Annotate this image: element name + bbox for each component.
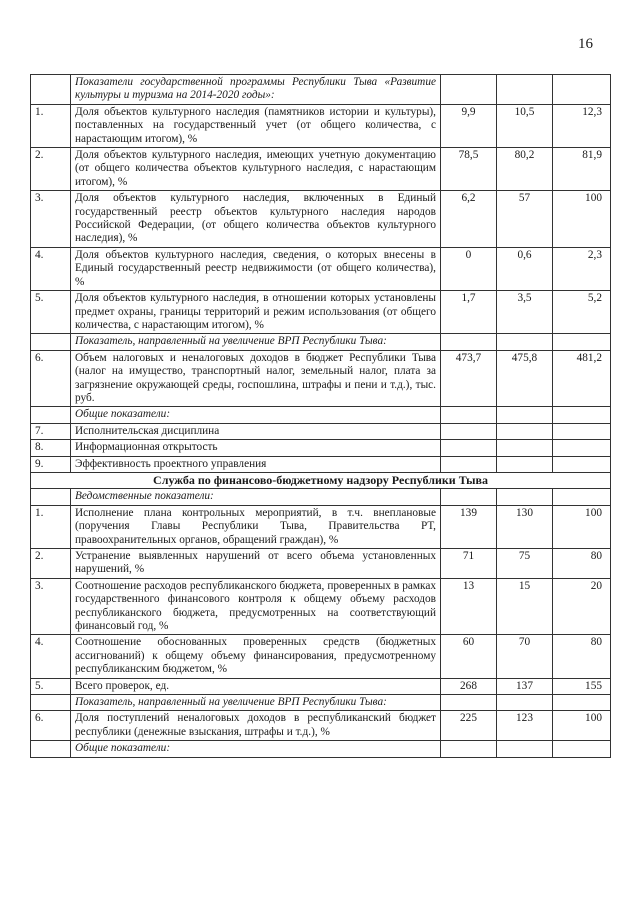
row-description: Доля объектов культурного наследия, имеющих учетную документацию (от общего количества объектов культурного наследия, с нарастающим итогом), % [71, 148, 441, 191]
row-description: Объем налоговых и неналоговых доходов в бюджет Республики Тыва (налог на имущество, транспортный налог, земельный налог, плата за загрязнение окружающей среды, госпошлина, штрафы и пени и т.д.), тыс. руб. [71, 350, 441, 407]
row-value: 10,5 [497, 104, 553, 147]
row-description: Соотношение обоснованных проверенных средств (бюджетных ассигнований) к общему объему финансирования, предусмотренному республиканским бюджетом, % [71, 635, 441, 678]
table-row [31, 247, 611, 290]
row-value: 71 [441, 549, 497, 579]
table-row [31, 578, 611, 635]
row-value: 473,7 [441, 350, 497, 407]
row-value: 78,5 [441, 148, 497, 191]
table-row [31, 678, 611, 694]
section-header-row [31, 489, 611, 505]
row-value: 100 [553, 711, 611, 741]
row-description: Исполнительская дисциплина [71, 423, 441, 439]
section-header-row [31, 75, 611, 105]
section-header: Общие показатели: [71, 407, 441, 423]
row-number: 6. [31, 350, 71, 407]
row-description: Доля поступлений неналоговых доходов в республиканский бюджет республики (денежные взыскания, штрафы и т.д.), % [71, 711, 441, 741]
table-row [31, 549, 611, 579]
row-number: 1. [31, 505, 71, 548]
row-number: 1. [31, 104, 71, 147]
row-description: Устранение выявленных нарушений от всего объема установленных нарушений, % [71, 549, 441, 579]
section-header-row [31, 334, 611, 350]
table-row [31, 505, 611, 548]
row-value: 225 [441, 711, 497, 741]
row-value: 268 [441, 678, 497, 694]
row-description: Всего проверок, ед. [71, 678, 441, 694]
row-number: 5. [31, 291, 71, 334]
section-header: Показатели государственной программы Республики Тыва «Развитие культуры и туризма на 2014-2020 годы»: [71, 75, 441, 105]
row-description: Доля объектов культурного наследия, сведения, о которых внесены в Единый государственный реестр недвижимости (от общего количества), % [71, 247, 441, 290]
row-value: 57 [497, 191, 553, 248]
row-description: Доля объектов культурного наследия (памятников истории и культуры), поставленных на государственный учет (от общего количества, с нарастающим итогом), % [71, 104, 441, 147]
row-number: 4. [31, 635, 71, 678]
table-row [31, 635, 611, 678]
row-value: 0,6 [497, 247, 553, 290]
row-value: 139 [441, 505, 497, 548]
section-header-row [31, 695, 611, 711]
table-row [31, 191, 611, 248]
table-row [31, 440, 611, 456]
row-number: 2. [31, 148, 71, 191]
row-value: 80 [553, 635, 611, 678]
row-description: Информационная открытость [71, 440, 441, 456]
section-header: Показатель, направленный на увеличение ВРП Республики Тыва: [71, 334, 441, 350]
row-number: 6. [31, 711, 71, 741]
indicators-table [30, 74, 611, 758]
row-value: 80 [553, 549, 611, 579]
section-header: Общие показатели: [71, 741, 441, 757]
row-description: Эффективность проектного управления [71, 456, 441, 472]
row-number: 8. [31, 440, 71, 456]
row-description: Доля объектов культурного наследия, в отношении которых установлены предмет охраны, границы территорий и режим использования (от общего количества, с нарастающим итогом), % [71, 291, 441, 334]
row-description: Исполнение плана контрольных мероприятий, в т.ч. внеплановые (поручения Главы Республики Тыва, Правительства РТ, правоохранительных органов, обращений граждан), % [71, 505, 441, 548]
section-header: Ведомственные показатели: [71, 489, 441, 505]
row-number: 4. [31, 247, 71, 290]
row-value: 475,8 [497, 350, 553, 407]
row-value: 123 [497, 711, 553, 741]
section-header-row [31, 407, 611, 423]
row-number: 3. [31, 578, 71, 635]
row-value: 481,2 [553, 350, 611, 407]
row-value: 155 [553, 678, 611, 694]
row-value: 2,3 [553, 247, 611, 290]
agency-title-row [31, 472, 611, 488]
table-row [31, 350, 611, 407]
row-value: 15 [497, 578, 553, 635]
row-value: 60 [441, 635, 497, 678]
row-value: 75 [497, 549, 553, 579]
row-number: 5. [31, 678, 71, 694]
section-header-row [31, 741, 611, 757]
table-row [31, 456, 611, 472]
row-value: 9,9 [441, 104, 497, 147]
agency-title: Служба по финансово-бюджетному надзору Республики Тыва [31, 472, 611, 488]
row-value: 130 [497, 505, 553, 548]
row-description: Соотношение расходов республиканского бюджета, проверенных в рамках государственного финансового контроля к общему объему расходов республиканского бюджета, предусмотренных на соответствующий финансовый год, % [71, 578, 441, 635]
row-number: 9. [31, 456, 71, 472]
table-row [31, 291, 611, 334]
row-value: 100 [553, 505, 611, 548]
row-value: 81,9 [553, 148, 611, 191]
table-row [31, 711, 611, 741]
table-row [31, 104, 611, 147]
row-description: Доля объектов культурного наследия, включенных в Единый государственный реестр объектов культурного наследия народов Российской Федерации, (от общего количества объектов культурного наследия), % [71, 191, 441, 248]
row-value: 12,3 [553, 104, 611, 147]
row-value: 70 [497, 635, 553, 678]
row-value: 137 [497, 678, 553, 694]
row-value: 20 [553, 578, 611, 635]
row-value: 1,7 [441, 291, 497, 334]
row-value: 3,5 [497, 291, 553, 334]
row-number: 3. [31, 191, 71, 248]
section-header: Показатель, направленный на увеличение ВРП Республики Тыва: [71, 695, 441, 711]
row-value: 100 [553, 191, 611, 248]
table-row [31, 148, 611, 191]
page-number: 16 [578, 36, 593, 52]
row-value: 5,2 [553, 291, 611, 334]
row-value: 0 [441, 247, 497, 290]
row-value: 6,2 [441, 191, 497, 248]
row-number: 7. [31, 423, 71, 439]
row-value: 13 [441, 578, 497, 635]
row-value: 80,2 [497, 148, 553, 191]
table-row [31, 423, 611, 439]
row-number: 2. [31, 549, 71, 579]
